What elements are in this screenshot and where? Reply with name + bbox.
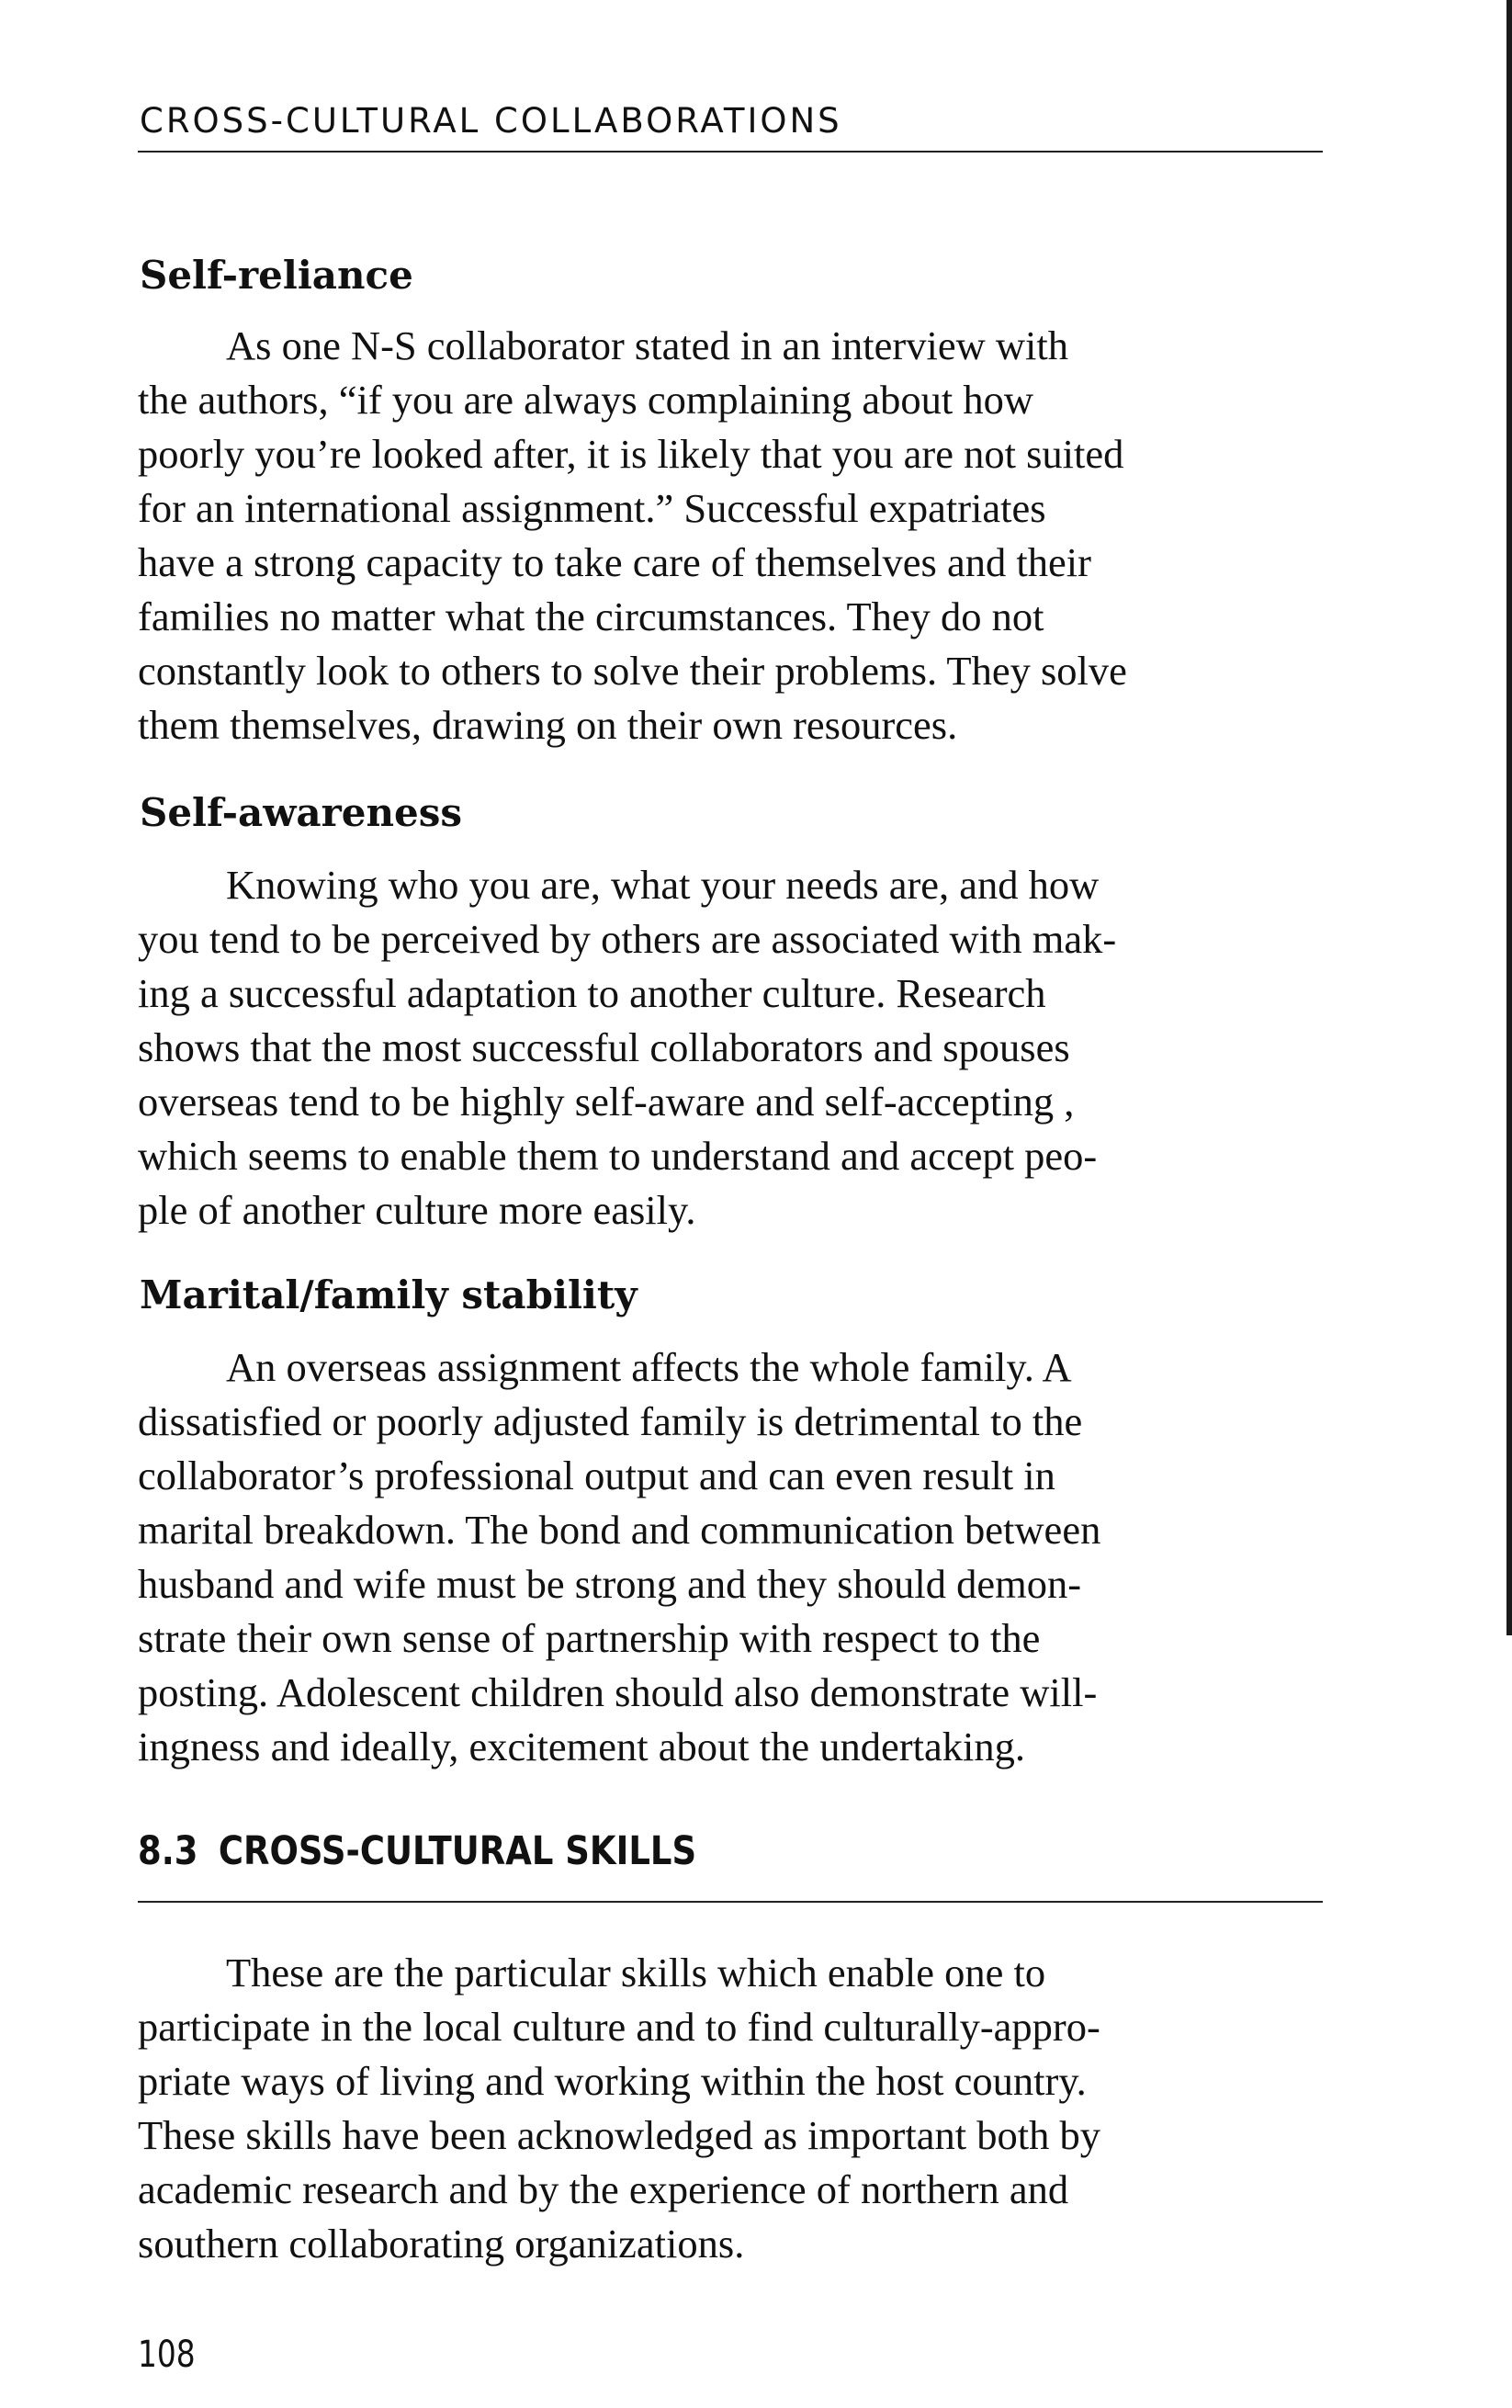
section-heading-rule [138, 1901, 1323, 1903]
text-line: These skills have been acknowledged as important both by [138, 2112, 1100, 2158]
text-line: marital breakdown. The bond and communication between [138, 1507, 1101, 1553]
section-heading [138, 1828, 696, 1874]
page-number: 108 [138, 2334, 196, 2376]
text-line: ple of another culture more easily. [138, 1187, 696, 1233]
text-line: dissatisfied or poorly adjusted family is detrimental to the [138, 1398, 1083, 1444]
page-edge-shadow [1506, 0, 1512, 1635]
text-line: posting. Adolescent children should also demonstrate will- [138, 1669, 1098, 1715]
text-line: which seems to enable them to understand and accept peo- [138, 1133, 1098, 1179]
text-line: strate their own sense of partnership with respect to the [138, 1615, 1041, 1661]
subsection-heading-self-reliance: Self-reliance [140, 253, 413, 298]
text-line: These are the particular skills which enable one to [226, 1950, 1046, 1995]
paragraph-self-awareness [138, 858, 1327, 1238]
section-title: CROSS-CULTURAL SKILLS [218, 1828, 697, 1874]
text-line: Knowing who you are, what your needs are, and how [226, 862, 1100, 908]
paragraph-marital-family-stability [138, 1340, 1327, 1774]
text-line: poorly you’re looked after, it is likely that you are not suited [138, 431, 1124, 477]
text-line: southern collaborating organizations. [138, 2221, 745, 2267]
text-line: priate ways of living and working within the host country. [138, 2058, 1087, 2104]
text-line: participate in the local culture and to find culturally-appro- [138, 2004, 1100, 2050]
text-line: An overseas assignment affects the whole family. A [226, 1344, 1072, 1390]
text-line: them themselves, drawing on their own resources. [138, 702, 958, 748]
text-line: families no matter what the circumstances. They do not [138, 594, 1044, 639]
text-line: As one N-S collaborator stated in an interview with [226, 322, 1068, 368]
paragraph-cross-cultural-skills [138, 1946, 1327, 2271]
subsection-heading-self-awareness: Self-awareness [140, 790, 462, 835]
text-line: for an international assignment.” Successful expatriates [138, 485, 1046, 531]
text-line: the authors, “if you are always complaining about how [138, 377, 1034, 423]
text-line: constantly look to others to solve their problems. They solve [138, 648, 1127, 694]
paragraph-self-reliance [138, 319, 1327, 752]
text-line: shows that the most successful collaborators and spouses [138, 1024, 1070, 1070]
text-line: have a strong capacity to take care of themselves and their [138, 539, 1091, 585]
text-line: collaborator’s professional output and can even result in [138, 1453, 1055, 1498]
text-line: overseas tend to be highly self-aware and self-accepting , [138, 1079, 1075, 1125]
running-head: CROSS-CULTURAL COLLABORATIONS [140, 101, 842, 141]
text-line: husband and wife must be strong and they should demon- [138, 1561, 1082, 1607]
section-number: 8.3 [138, 1828, 198, 1874]
text-line: you tend to be perceived by others are associated with mak- [138, 916, 1117, 962]
text-line: ing a successful adaptation to another culture. Research [138, 970, 1046, 1016]
text-line: ingness and ideally, excitement about the undertaking. [138, 1724, 1025, 1769]
subsection-heading-marital-family-stability: Marital/family stability [140, 1272, 638, 1317]
text-line: academic research and by the experience of northern and [138, 2166, 1069, 2212]
running-head-rule [138, 151, 1323, 153]
